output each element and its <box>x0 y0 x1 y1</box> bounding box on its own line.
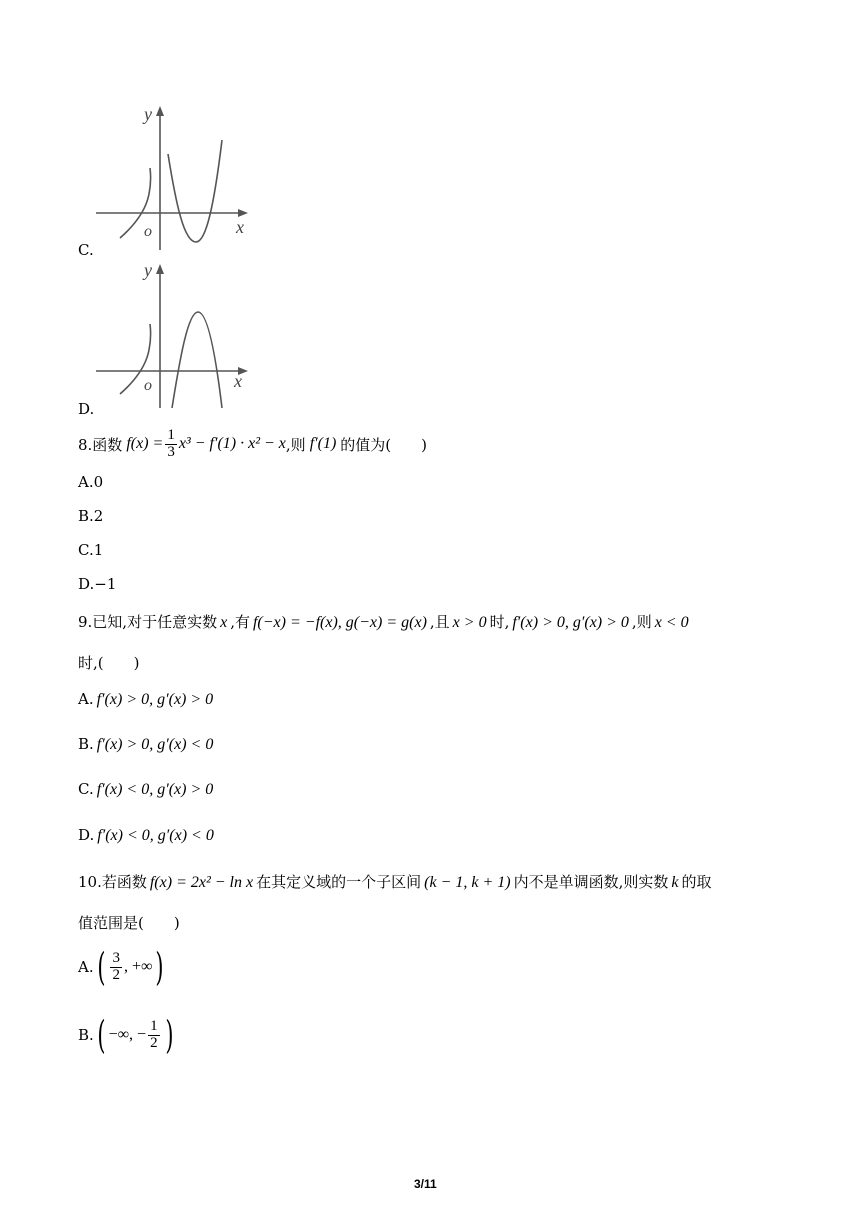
question-8 <box>78 428 427 461</box>
q9-cond2: x > 0 <box>452 614 487 631</box>
graph-c-x-label: x <box>236 217 244 237</box>
question-10-line2: 值范围是( ) <box>78 914 180 932</box>
question-9-line1 <box>78 611 689 632</box>
question-9-line2: 时,( ) <box>78 654 140 672</box>
option-c-label: C. <box>78 241 94 259</box>
q8-target: f′(1) <box>309 435 337 453</box>
graph-c-y-label: y <box>144 104 152 124</box>
q8-frac-num: 1 <box>167 427 175 443</box>
q10-option-a-num: 3 <box>112 949 120 966</box>
q9-option-c <box>78 780 213 799</box>
q10-option-a-lparen: ( <box>96 945 106 989</box>
q10-option-b-label: B. <box>78 1026 94 1044</box>
q8-middle: ,则 <box>285 435 306 454</box>
graph-c-origin-label: o <box>144 223 152 240</box>
option-d-label: D. <box>78 400 95 418</box>
q9-var-x: x <box>220 614 228 631</box>
q9-option-b-label: B. <box>78 735 94 753</box>
q10-text3: 内不是单调函数,则实数 <box>513 873 669 891</box>
graph-d-origin-label: o <box>144 377 152 394</box>
q9-option-b-expr: f′(x) > 0, g′(x) < 0 <box>96 736 214 753</box>
q10-option-b <box>78 1013 176 1057</box>
graph-d-y-label: y <box>144 260 152 280</box>
q8-option-a: A.0 <box>78 473 104 491</box>
q10-option-a-den: 2 <box>112 966 120 983</box>
graph-d-y-arrow <box>156 264 164 274</box>
q10-option-b-rparen: ) <box>164 1013 174 1057</box>
q8-suffix: 的值为( ) <box>340 435 428 454</box>
q9-option-b <box>78 735 213 754</box>
q10-option-b-num: 1 <box>150 1017 158 1034</box>
q10-fx: f(x) = 2x² − ln x <box>149 874 254 891</box>
q8-option-b: B.2 <box>78 507 104 525</box>
q9-option-a-label: A. <box>78 690 94 708</box>
q9-text5: ,则 <box>631 613 652 631</box>
q8-tail: x³ − f′(1) · x² − x <box>178 435 286 453</box>
q8-option-c: C.1 <box>78 541 104 559</box>
q9-text2: ,有 <box>230 613 250 631</box>
q10-option-b-den: 2 <box>150 1034 158 1051</box>
q10-var-k: k <box>671 874 679 891</box>
page-number: 3/11 <box>414 1177 437 1191</box>
graph-c-y-arrow <box>156 106 164 116</box>
q10-option-a-label: A. <box>78 958 94 976</box>
q9-option-d <box>78 826 214 845</box>
graph-d-x-label: x <box>234 371 242 391</box>
q8-fraction <box>165 428 177 461</box>
q10-option-a-fraction <box>110 951 122 984</box>
q10-text4: 的取 <box>681 873 712 891</box>
q9-option-d-label: D. <box>78 826 95 844</box>
q10-option-a-rest: , +∞ <box>123 958 153 975</box>
graph-d-right-curve <box>172 312 222 408</box>
graph-c-right-curve <box>168 140 222 242</box>
q10-option-a <box>78 945 167 989</box>
graph-c-x-arrow <box>238 209 248 217</box>
q9-cond4: x < 0 <box>654 614 689 631</box>
q9-option-d-expr: f′(x) < 0, g′(x) < 0 <box>97 827 214 844</box>
q8-prefix: 8.函数 <box>78 435 123 454</box>
q10-option-b-fraction <box>148 1019 160 1052</box>
q9-text3: ,且 <box>429 613 450 631</box>
q10-option-b-lparen: ( <box>97 1013 106 1057</box>
q10-option-b-lead: −∞, − <box>108 1026 147 1043</box>
q9-option-a-expr: f′(x) > 0, g′(x) > 0 <box>96 691 214 708</box>
q8-frac-den: 3 <box>167 443 175 460</box>
q10-text2: 在其定义域的一个子区间 <box>256 873 422 891</box>
q9-prefix: 9.已知,对于任意实数 <box>78 613 218 631</box>
q9-text4: 时, <box>489 613 510 631</box>
question-10-line1 <box>78 871 711 892</box>
q9-option-c-label: C. <box>78 780 94 798</box>
q8-option-d: D.−1 <box>78 575 117 593</box>
graph-c <box>92 102 252 252</box>
q10-option-a-rparen: ) <box>155 945 164 989</box>
graph-d <box>92 260 252 410</box>
q8-fx: f(x) = <box>126 435 164 453</box>
q10-prefix: 10.若函数 <box>78 873 147 891</box>
q9-option-a <box>78 690 213 709</box>
q9-option-c-expr: f′(x) < 0, g′(x) > 0 <box>96 781 214 798</box>
q9-cond3: f′(x) > 0, g′(x) > 0 <box>512 614 629 631</box>
q9-cond1: f(−x) = −f(x), g(−x) = g(x) <box>252 614 427 631</box>
q10-interval: (k − 1, k + 1) <box>424 874 511 891</box>
